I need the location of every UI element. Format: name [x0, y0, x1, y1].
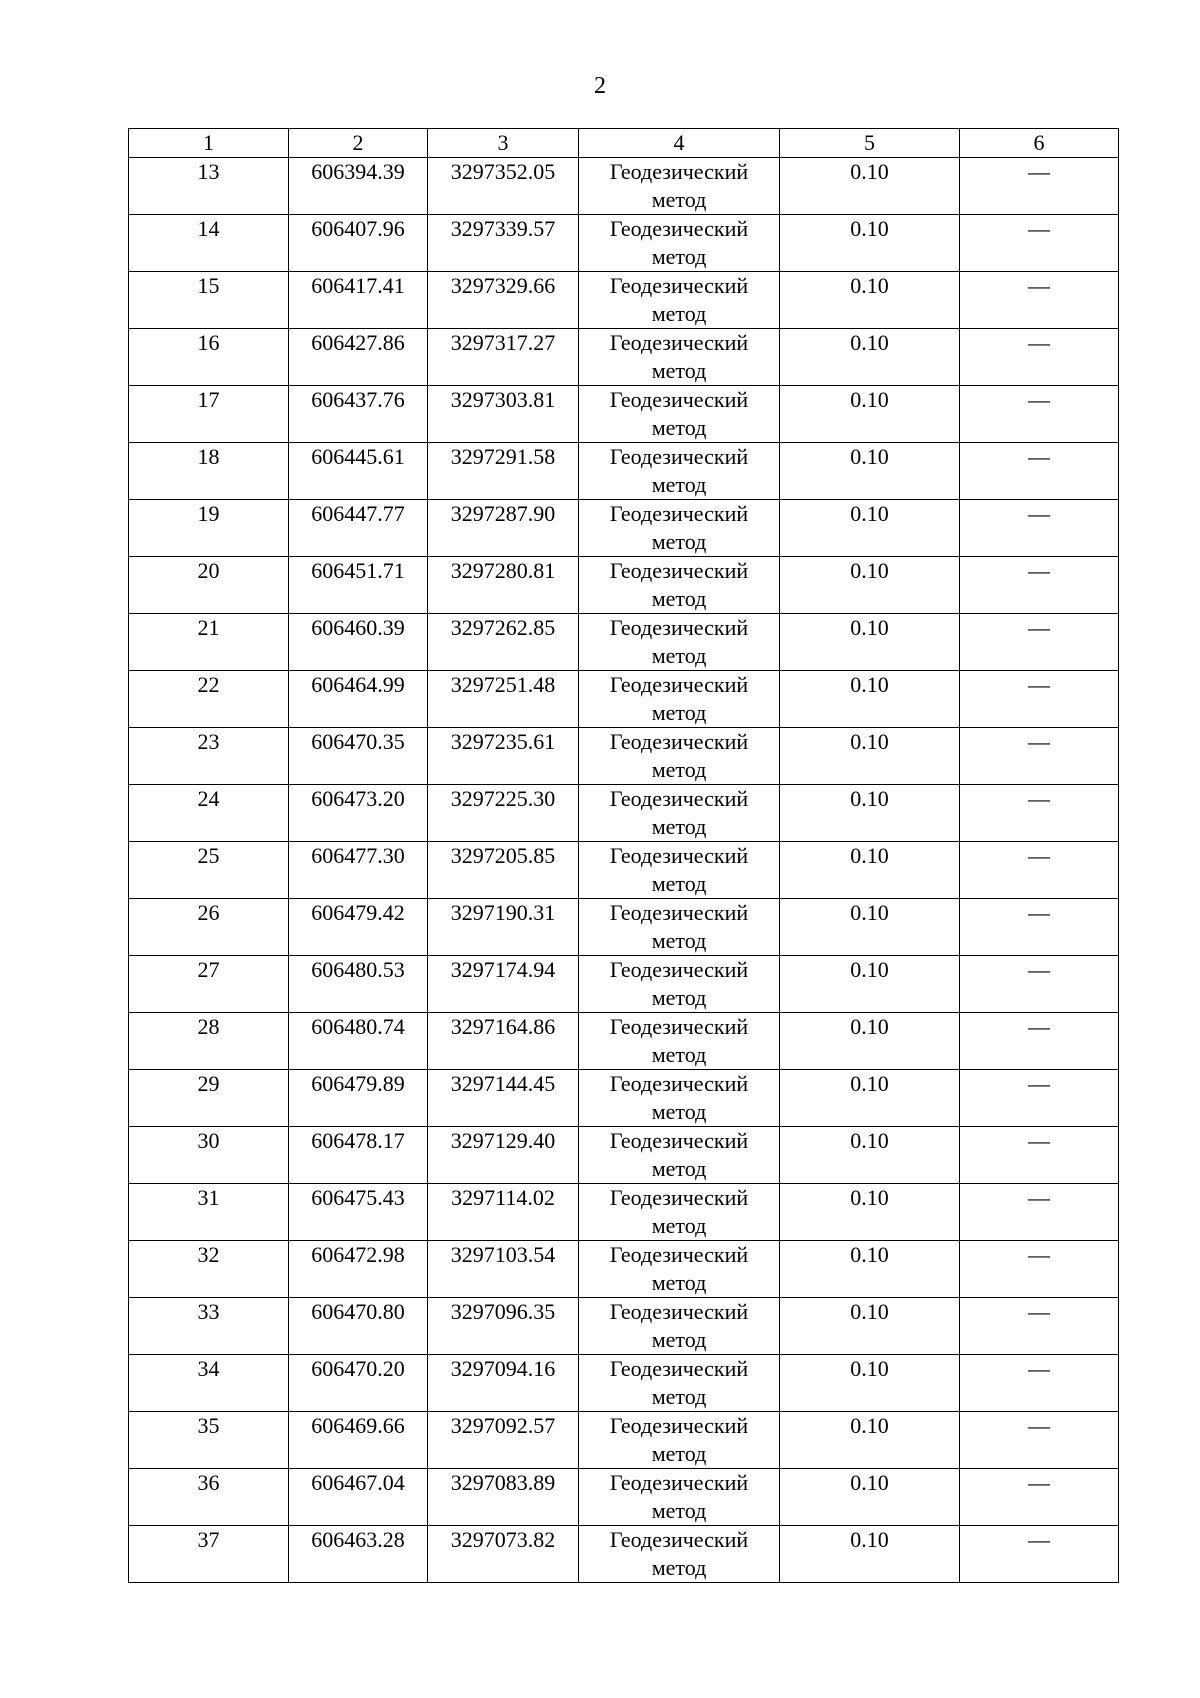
point-number-cell: 18 [129, 443, 289, 500]
accuracy-cell: 0.10 [780, 443, 960, 500]
point-number-cell: 29 [129, 1070, 289, 1127]
method-text: Геодезический метод [609, 615, 749, 668]
x-coordinate-cell: 606417.41 [289, 272, 428, 329]
method-text: Геодезический метод [609, 216, 749, 269]
accuracy-cell: 0.10 [780, 1412, 960, 1469]
accuracy-cell: 0.10 [780, 215, 960, 272]
table-row [129, 842, 1119, 899]
note-cell: — [960, 500, 1119, 557]
accuracy-cell: 0.10 [780, 1070, 960, 1127]
x-coordinate-cell: 606464.99 [289, 671, 428, 728]
point-number-cell: 26 [129, 899, 289, 956]
method-cell [579, 1184, 780, 1241]
table-row [129, 671, 1119, 728]
y-coordinate-cell: 3297103.54 [428, 1241, 579, 1298]
note-cell: — [960, 842, 1119, 899]
method-cell [579, 158, 780, 215]
method-cell [579, 443, 780, 500]
method-text: Геодезический метод [609, 1128, 749, 1181]
y-coordinate-cell: 3297129.40 [428, 1127, 579, 1184]
point-number-cell: 21 [129, 614, 289, 671]
accuracy-cell: 0.10 [780, 1241, 960, 1298]
method-text: Геодезический метод [609, 1527, 749, 1580]
table-row [129, 1070, 1119, 1127]
method-cell [579, 671, 780, 728]
table-row [129, 1355, 1119, 1412]
y-coordinate-cell: 3297339.57 [428, 215, 579, 272]
table-row [129, 614, 1119, 671]
method-text: Геодезический метод [609, 558, 749, 611]
y-coordinate-cell: 3297144.45 [428, 1070, 579, 1127]
table-row [129, 1241, 1119, 1298]
method-cell [579, 386, 780, 443]
method-text: Геодезический метод [609, 786, 749, 839]
method-text: Геодезический метод [609, 1242, 749, 1295]
method-text: Геодезический метод [609, 957, 749, 1010]
note-cell: — [960, 728, 1119, 785]
method-text: Геодезический метод [609, 330, 749, 383]
point-number-cell: 19 [129, 500, 289, 557]
x-coordinate-cell: 606437.76 [289, 386, 428, 443]
page-number: 2 [594, 73, 606, 99]
x-coordinate-cell: 606470.35 [289, 728, 428, 785]
method-text: Геодезический метод [609, 672, 749, 725]
y-coordinate-cell: 3297317.27 [428, 329, 579, 386]
point-number-cell: 27 [129, 956, 289, 1013]
accuracy-cell: 0.10 [780, 1469, 960, 1526]
y-coordinate-cell: 3297303.81 [428, 386, 579, 443]
column-header: 1 [129, 129, 289, 158]
note-cell: — [960, 272, 1119, 329]
column-header: 4 [579, 129, 780, 158]
point-number-cell: 36 [129, 1469, 289, 1526]
table-row [129, 1127, 1119, 1184]
table-row [129, 899, 1119, 956]
note-cell: — [960, 1412, 1119, 1469]
accuracy-cell: 0.10 [780, 728, 960, 785]
y-coordinate-cell: 3297329.66 [428, 272, 579, 329]
note-cell: — [960, 1469, 1119, 1526]
accuracy-cell: 0.10 [780, 272, 960, 329]
note-cell: — [960, 785, 1119, 842]
point-number-cell: 37 [129, 1526, 289, 1583]
point-number-cell: 15 [129, 272, 289, 329]
note-cell: — [960, 614, 1119, 671]
x-coordinate-cell: 606473.20 [289, 785, 428, 842]
y-coordinate-cell: 3297251.48 [428, 671, 579, 728]
method-text: Геодезический метод [609, 444, 749, 497]
x-coordinate-cell: 606407.96 [289, 215, 428, 272]
method-cell [579, 1526, 780, 1583]
method-cell [579, 1469, 780, 1526]
method-cell [579, 728, 780, 785]
note-cell: — [960, 671, 1119, 728]
method-cell [579, 785, 780, 842]
point-number-cell: 34 [129, 1355, 289, 1412]
accuracy-cell: 0.10 [780, 1184, 960, 1241]
method-cell [579, 899, 780, 956]
y-coordinate-cell: 3297092.57 [428, 1412, 579, 1469]
method-text: Геодезический метод [609, 387, 749, 440]
y-coordinate-cell: 3297114.02 [428, 1184, 579, 1241]
point-number-cell: 33 [129, 1298, 289, 1355]
y-coordinate-cell: 3297235.61 [428, 728, 579, 785]
method-text: Геодезический метод [609, 1413, 749, 1466]
method-cell [579, 1127, 780, 1184]
x-coordinate-cell: 606394.39 [289, 158, 428, 215]
point-number-cell: 22 [129, 671, 289, 728]
note-cell: — [960, 956, 1119, 1013]
x-coordinate-cell: 606479.42 [289, 899, 428, 956]
note-cell: — [960, 1355, 1119, 1412]
accuracy-cell: 0.10 [780, 614, 960, 671]
accuracy-cell: 0.10 [780, 158, 960, 215]
method-cell [579, 557, 780, 614]
x-coordinate-cell: 606472.98 [289, 1241, 428, 1298]
note-cell: — [960, 1241, 1119, 1298]
x-coordinate-cell: 606480.53 [289, 956, 428, 1013]
x-coordinate-cell: 606479.89 [289, 1070, 428, 1127]
point-number-cell: 20 [129, 557, 289, 614]
accuracy-cell: 0.10 [780, 842, 960, 899]
method-cell [579, 614, 780, 671]
y-coordinate-cell: 3297164.86 [428, 1013, 579, 1070]
accuracy-cell: 0.10 [780, 557, 960, 614]
method-text: Геодезический метод [609, 501, 749, 554]
accuracy-cell: 0.10 [780, 1127, 960, 1184]
method-text: Геодезический метод [609, 273, 749, 326]
x-coordinate-cell: 606460.39 [289, 614, 428, 671]
method-text: Геодезический метод [609, 159, 749, 212]
y-coordinate-cell: 3297190.31 [428, 899, 579, 956]
note-cell: — [960, 386, 1119, 443]
accuracy-cell: 0.10 [780, 386, 960, 443]
method-cell [579, 1298, 780, 1355]
note-cell: — [960, 1013, 1119, 1070]
note-cell: — [960, 1298, 1119, 1355]
x-coordinate-cell: 606480.74 [289, 1013, 428, 1070]
method-text: Геодезический метод [609, 1356, 749, 1409]
table-row [129, 215, 1119, 272]
accuracy-cell: 0.10 [780, 1526, 960, 1583]
x-coordinate-cell: 606467.04 [289, 1469, 428, 1526]
accuracy-cell: 0.10 [780, 329, 960, 386]
method-cell [579, 1412, 780, 1469]
y-coordinate-cell: 3297287.90 [428, 500, 579, 557]
table-row [129, 1469, 1119, 1526]
note-cell: — [960, 899, 1119, 956]
table-row [129, 1412, 1119, 1469]
method-text: Геодезический метод [609, 843, 749, 896]
method-cell [579, 215, 780, 272]
x-coordinate-cell: 606469.66 [289, 1412, 428, 1469]
table-row [129, 1013, 1119, 1070]
table-row [129, 728, 1119, 785]
table-row [129, 272, 1119, 329]
point-number-cell: 35 [129, 1412, 289, 1469]
x-coordinate-cell: 606470.80 [289, 1298, 428, 1355]
accuracy-cell: 0.10 [780, 1355, 960, 1412]
method-cell [579, 1355, 780, 1412]
y-coordinate-cell: 3297291.58 [428, 443, 579, 500]
column-header: 5 [780, 129, 960, 158]
note-cell: — [960, 1127, 1119, 1184]
note-cell: — [960, 329, 1119, 386]
table-row [129, 386, 1119, 443]
accuracy-cell: 0.10 [780, 1013, 960, 1070]
note-cell: — [960, 215, 1119, 272]
method-text: Геодезический метод [609, 900, 749, 953]
method-cell [579, 1070, 780, 1127]
y-coordinate-cell: 3297352.05 [428, 158, 579, 215]
method-cell [579, 842, 780, 899]
accuracy-cell: 0.10 [780, 1298, 960, 1355]
point-number-cell: 13 [129, 158, 289, 215]
point-number-cell: 25 [129, 842, 289, 899]
method-cell [579, 500, 780, 557]
point-number-cell: 31 [129, 1184, 289, 1241]
method-cell [579, 1013, 780, 1070]
method-text: Геодезический метод [609, 1014, 749, 1067]
method-text: Геодезический метод [609, 1470, 749, 1523]
y-coordinate-cell: 3297262.85 [428, 614, 579, 671]
accuracy-cell: 0.10 [780, 956, 960, 1013]
x-coordinate-cell: 606463.28 [289, 1526, 428, 1583]
y-coordinate-cell: 3297096.35 [428, 1298, 579, 1355]
method-cell [579, 272, 780, 329]
point-number-cell: 32 [129, 1241, 289, 1298]
point-number-cell: 28 [129, 1013, 289, 1070]
note-cell: — [960, 1070, 1119, 1127]
table-row [129, 1184, 1119, 1241]
table-row [129, 1526, 1119, 1583]
method-text: Геодезический метод [609, 729, 749, 782]
method-text: Геодезический метод [609, 1185, 749, 1238]
header-row [129, 129, 1119, 158]
x-coordinate-cell: 606470.20 [289, 1355, 428, 1412]
point-number-cell: 23 [129, 728, 289, 785]
y-coordinate-cell: 3297280.81 [428, 557, 579, 614]
note-cell: — [960, 158, 1119, 215]
accuracy-cell: 0.10 [780, 500, 960, 557]
y-coordinate-cell: 3297205.85 [428, 842, 579, 899]
point-number-cell: 14 [129, 215, 289, 272]
y-coordinate-cell: 3297094.16 [428, 1355, 579, 1412]
x-coordinate-cell: 606477.30 [289, 842, 428, 899]
table-row [129, 158, 1119, 215]
x-coordinate-cell: 606451.71 [289, 557, 428, 614]
x-coordinate-cell: 606475.43 [289, 1184, 428, 1241]
note-cell: — [960, 1526, 1119, 1583]
note-cell: — [960, 443, 1119, 500]
accuracy-cell: 0.10 [780, 671, 960, 728]
accuracy-cell: 0.10 [780, 785, 960, 842]
accuracy-cell: 0.10 [780, 899, 960, 956]
column-header: 2 [289, 129, 428, 158]
x-coordinate-cell: 606427.86 [289, 329, 428, 386]
table-row [129, 443, 1119, 500]
x-coordinate-cell: 606445.61 [289, 443, 428, 500]
method-text: Геодезический метод [609, 1299, 749, 1352]
x-coordinate-cell: 606447.77 [289, 500, 428, 557]
point-number-cell: 16 [129, 329, 289, 386]
table-row [129, 1298, 1119, 1355]
note-cell: — [960, 557, 1119, 614]
x-coordinate-cell: 606478.17 [289, 1127, 428, 1184]
method-cell [579, 329, 780, 386]
y-coordinate-cell: 3297174.94 [428, 956, 579, 1013]
table-row [129, 557, 1119, 614]
y-coordinate-cell: 3297073.82 [428, 1526, 579, 1583]
table-row [129, 500, 1119, 557]
note-cell: — [960, 1184, 1119, 1241]
y-coordinate-cell: 3297083.89 [428, 1469, 579, 1526]
table-row [129, 329, 1119, 386]
point-number-cell: 24 [129, 785, 289, 842]
table-row [129, 785, 1119, 842]
column-header: 3 [428, 129, 579, 158]
method-cell [579, 1241, 780, 1298]
point-number-cell: 17 [129, 386, 289, 443]
table-row [129, 956, 1119, 1013]
y-coordinate-cell: 3297225.30 [428, 785, 579, 842]
method-cell [579, 956, 780, 1013]
coordinates-table [128, 128, 1119, 1583]
table-header [129, 129, 1119, 158]
column-header: 6 [960, 129, 1119, 158]
method-text: Геодезический метод [609, 1071, 749, 1124]
table-body [129, 158, 1119, 1583]
point-number-cell: 30 [129, 1127, 289, 1184]
